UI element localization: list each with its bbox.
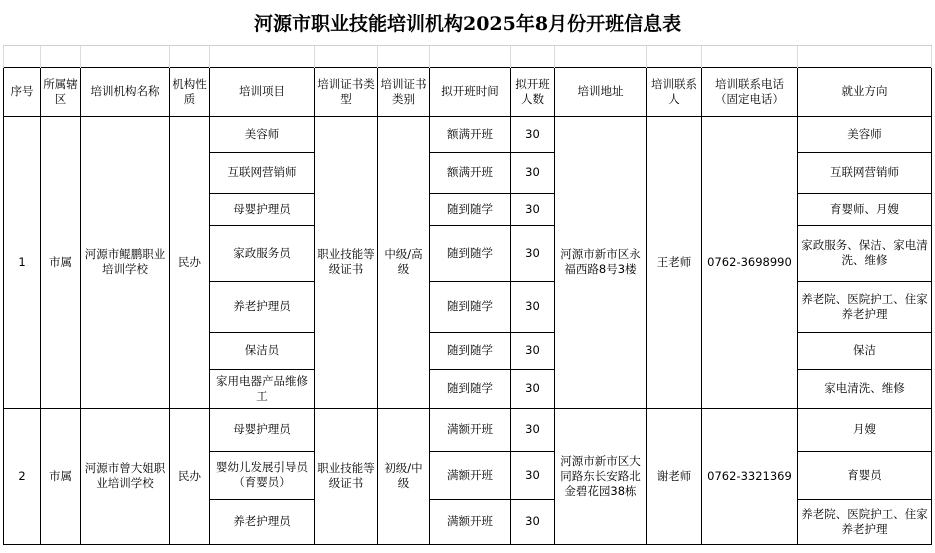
header-start-time[interactable]: 拟开班时间 bbox=[430, 67, 511, 116]
cell-nature[interactable]: 民办 bbox=[170, 116, 210, 408]
cell-phone[interactable]: 0762-3698990 bbox=[702, 116, 798, 408]
blank-row bbox=[4, 45, 932, 67]
cell-project[interactable]: 养老护理员 bbox=[210, 499, 315, 544]
header-row bbox=[4, 67, 932, 116]
cell-project[interactable]: 家政服务员 bbox=[210, 225, 315, 281]
cell-class-size[interactable]: 30 bbox=[511, 451, 555, 499]
cell-project[interactable]: 母婴护理员 bbox=[210, 408, 315, 451]
header-institution-name[interactable]: 培训机构名称 bbox=[81, 67, 170, 116]
cell-class-size[interactable]: 30 bbox=[511, 369, 555, 408]
header-phone[interactable]: 培训联系电话（固定电话） bbox=[702, 67, 798, 116]
empty-cell[interactable] bbox=[170, 45, 210, 67]
cell-cert-level[interactable]: 初级/中级 bbox=[378, 408, 430, 544]
empty-cell[interactable] bbox=[647, 45, 702, 67]
empty-cell[interactable] bbox=[4, 45, 41, 67]
cell-class-size[interactable]: 30 bbox=[511, 152, 555, 193]
cell-project[interactable]: 婴幼儿发展引导员（育婴员） bbox=[210, 451, 315, 499]
cell-start-time[interactable]: 随到随学 bbox=[430, 193, 511, 225]
cell-class-size[interactable]: 30 bbox=[511, 332, 555, 369]
cell-start-time[interactable]: 额满开班 bbox=[430, 116, 511, 152]
training-schedule-table bbox=[3, 3, 932, 545]
cell-employment[interactable]: 育婴师、月嫂 bbox=[798, 193, 932, 225]
cell-nature[interactable]: 民办 bbox=[170, 408, 210, 544]
cell-seq[interactable]: 1 bbox=[4, 116, 41, 408]
cell-employment[interactable]: 养老院、医院护工、住家养老护理 bbox=[798, 281, 932, 332]
cell-cert-type[interactable]: 职业技能等级证书 bbox=[315, 408, 378, 544]
header-cert-level[interactable]: 培训证书类别 bbox=[378, 67, 430, 116]
cell-employment[interactable]: 养老院、医院护工、住家养老护理 bbox=[798, 499, 932, 544]
cell-employment[interactable]: 美容师 bbox=[798, 116, 932, 152]
header-project[interactable]: 培训项目 bbox=[210, 67, 315, 116]
cell-start-time[interactable]: 随到随学 bbox=[430, 225, 511, 281]
cell-project[interactable]: 母婴护理员 bbox=[210, 193, 315, 225]
page-title: 河源市职业技能培训机构2025年8月份开班信息表 bbox=[4, 3, 932, 45]
cell-project[interactable]: 互联网营销师 bbox=[210, 152, 315, 193]
empty-cell[interactable] bbox=[378, 45, 430, 67]
cell-project[interactable]: 家用电器产品维修工 bbox=[210, 369, 315, 408]
cell-start-time[interactable]: 随到随学 bbox=[430, 281, 511, 332]
cell-district[interactable]: 市属 bbox=[41, 116, 81, 408]
cell-contact[interactable]: 谢老师 bbox=[647, 408, 702, 544]
cell-start-time[interactable]: 满额开班 bbox=[430, 499, 511, 544]
empty-cell[interactable] bbox=[210, 45, 315, 67]
cell-employment[interactable]: 育婴员 bbox=[798, 451, 932, 499]
cell-cert-level[interactable]: 中级/高级 bbox=[378, 116, 430, 408]
header-cert-type[interactable]: 培训证书类型 bbox=[315, 67, 378, 116]
header-address[interactable]: 培训地址 bbox=[555, 67, 647, 116]
cell-employment[interactable]: 月嫂 bbox=[798, 408, 932, 451]
cell-contact[interactable]: 王老师 bbox=[647, 116, 702, 408]
table-row bbox=[4, 408, 932, 451]
cell-project[interactable]: 保洁员 bbox=[210, 332, 315, 369]
cell-institution-name[interactable]: 河源市鲲鹏职业培训学校 bbox=[81, 116, 170, 408]
cell-class-size[interactable]: 30 bbox=[511, 225, 555, 281]
cell-employment[interactable]: 保洁 bbox=[798, 332, 932, 369]
cell-project[interactable]: 美容师 bbox=[210, 116, 315, 152]
cell-employment[interactable]: 家电清洗、维修 bbox=[798, 369, 932, 408]
cell-class-size[interactable]: 30 bbox=[511, 193, 555, 225]
header-district[interactable]: 所属辖区 bbox=[41, 67, 81, 116]
empty-cell[interactable] bbox=[798, 45, 932, 67]
cell-institution-name[interactable]: 河源市曾大姐职业培训学校 bbox=[81, 408, 170, 544]
cell-address[interactable]: 河源市新市区永福西路8号3楼 bbox=[555, 116, 647, 408]
header-class-size[interactable]: 拟开班人数 bbox=[511, 67, 555, 116]
empty-cell[interactable] bbox=[315, 45, 378, 67]
cell-class-size[interactable]: 30 bbox=[511, 408, 555, 451]
header-contact[interactable]: 培训联系人 bbox=[647, 67, 702, 116]
cell-start-time[interactable]: 随到随学 bbox=[430, 369, 511, 408]
cell-cert-type[interactable]: 职业技能等级证书 bbox=[315, 116, 378, 408]
header-nature[interactable]: 机构性质 bbox=[170, 67, 210, 116]
cell-class-size[interactable]: 30 bbox=[511, 281, 555, 332]
cell-class-size[interactable]: 30 bbox=[511, 116, 555, 152]
header-employment[interactable]: 就业方向 bbox=[798, 67, 932, 116]
header-seq[interactable]: 序号 bbox=[4, 67, 41, 116]
cell-phone[interactable]: 0762-3321369 bbox=[702, 408, 798, 544]
cell-seq[interactable]: 2 bbox=[4, 408, 41, 544]
empty-cell[interactable] bbox=[81, 45, 170, 67]
cell-employment[interactable]: 家政服务、保洁、家电清洗、维修 bbox=[798, 225, 932, 281]
table-row bbox=[4, 116, 932, 152]
empty-cell[interactable] bbox=[41, 45, 81, 67]
cell-project[interactable]: 养老护理员 bbox=[210, 281, 315, 332]
cell-start-time[interactable]: 额满开班 bbox=[430, 152, 511, 193]
cell-employment[interactable]: 互联网营销师 bbox=[798, 152, 932, 193]
cell-start-time[interactable]: 满额开班 bbox=[430, 408, 511, 451]
cell-start-time[interactable]: 满额开班 bbox=[430, 451, 511, 499]
empty-cell[interactable] bbox=[555, 45, 647, 67]
empty-cell[interactable] bbox=[430, 45, 511, 67]
empty-cell[interactable] bbox=[702, 45, 798, 67]
cell-start-time[interactable]: 随到随学 bbox=[430, 332, 511, 369]
empty-cell[interactable] bbox=[511, 45, 555, 67]
cell-district[interactable]: 市属 bbox=[41, 408, 81, 544]
cell-class-size[interactable]: 30 bbox=[511, 499, 555, 544]
cell-address[interactable]: 河源市新市区大同路东长安路北金碧花园38栋 bbox=[555, 408, 647, 544]
title-row bbox=[4, 3, 932, 45]
